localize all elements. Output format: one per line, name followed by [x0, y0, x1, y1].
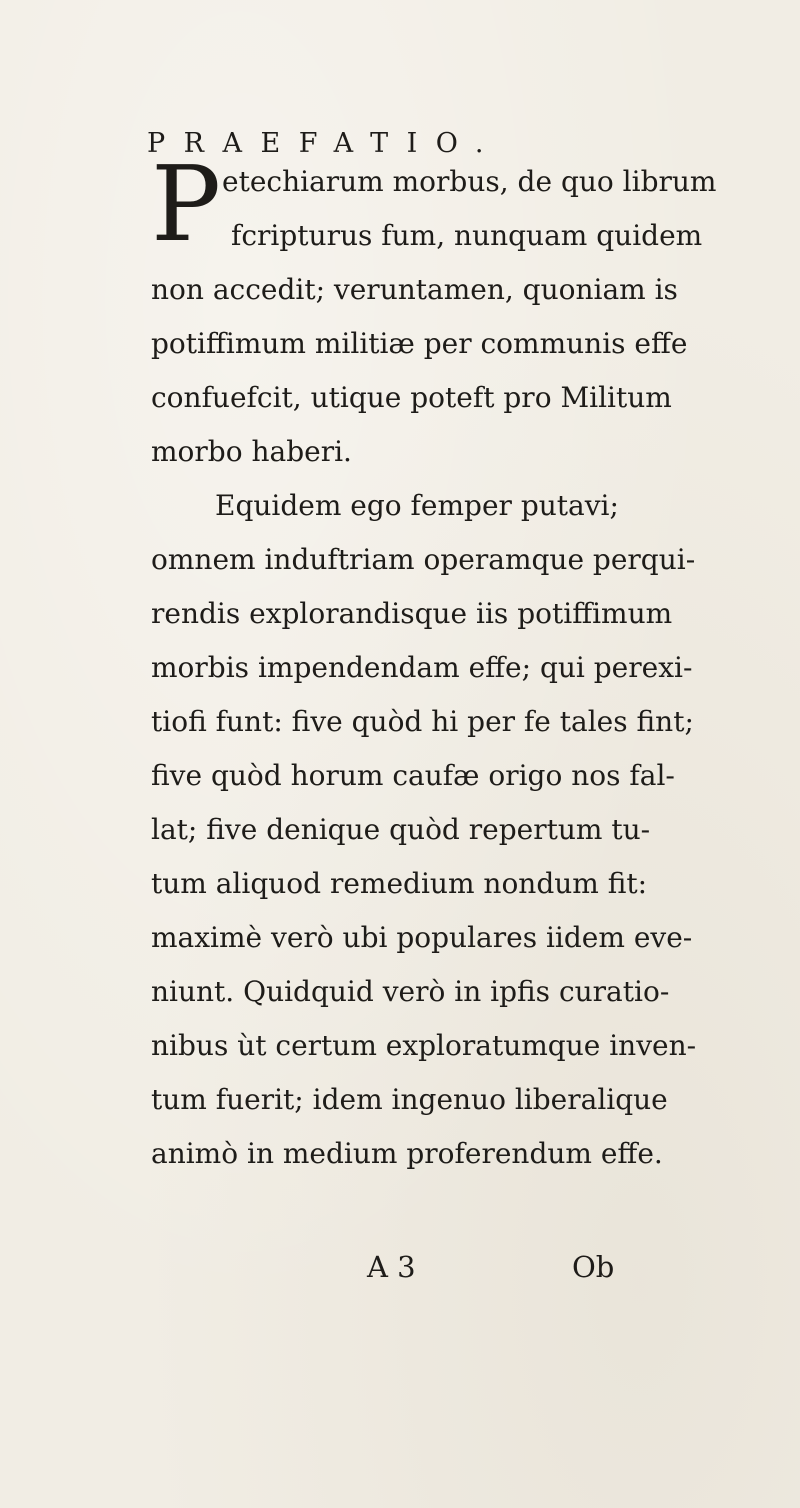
text-line-9: rendis explorandisque iis potiffimum	[151, 597, 673, 630]
text-line-10: morbis impendendam effe; qui perexi-	[151, 651, 693, 684]
text-line-16: niunt. Quidquid verò in ipfis curatio-	[151, 975, 670, 1008]
text-line-18: tum fuerit; idem ingenuo liberalique	[151, 1083, 668, 1116]
text-line-15: maximè verò ubi populares iidem eve-	[151, 921, 693, 954]
signature-mark: A 3	[367, 1250, 416, 1284]
text-line-7: Equidem ego femper putavi;	[215, 489, 619, 522]
text-line-8: omnem induftriam operamque perqui-	[151, 543, 696, 576]
text-line-4: potiffimum militiæ per communis effe	[151, 327, 688, 360]
text-line-17: nibus ùt certum exploratumque inven-	[151, 1029, 697, 1062]
text-line-3: non accedit; veruntamen, quoniam is	[151, 273, 678, 306]
text-line-13: lat; five denique quòd repertum tu-	[151, 813, 651, 846]
text-line-12: five quòd horum caufæ origo nos fal-	[151, 759, 675, 792]
text-line-2: fcripturus fum, nunquam quidem	[231, 219, 703, 252]
text-line-19: animò in medium proferendum effe.	[151, 1137, 663, 1170]
drop-cap: P	[151, 143, 221, 265]
catchword: Ob	[572, 1250, 615, 1284]
text-line-1: etechiarum morbus, de quo librum	[222, 165, 717, 198]
page-heading-text: PRAEFATIO.	[147, 128, 502, 159]
text-line-14: tum aliquod remedium nondum fit:	[151, 867, 648, 900]
text-line-6: morbo haberi.	[151, 435, 352, 468]
text-line-5: confuefcit, utique poteft pro Militum	[151, 381, 672, 414]
text-line-11: tiofi funt: five quòd hi per fe tales fint;	[151, 705, 694, 738]
